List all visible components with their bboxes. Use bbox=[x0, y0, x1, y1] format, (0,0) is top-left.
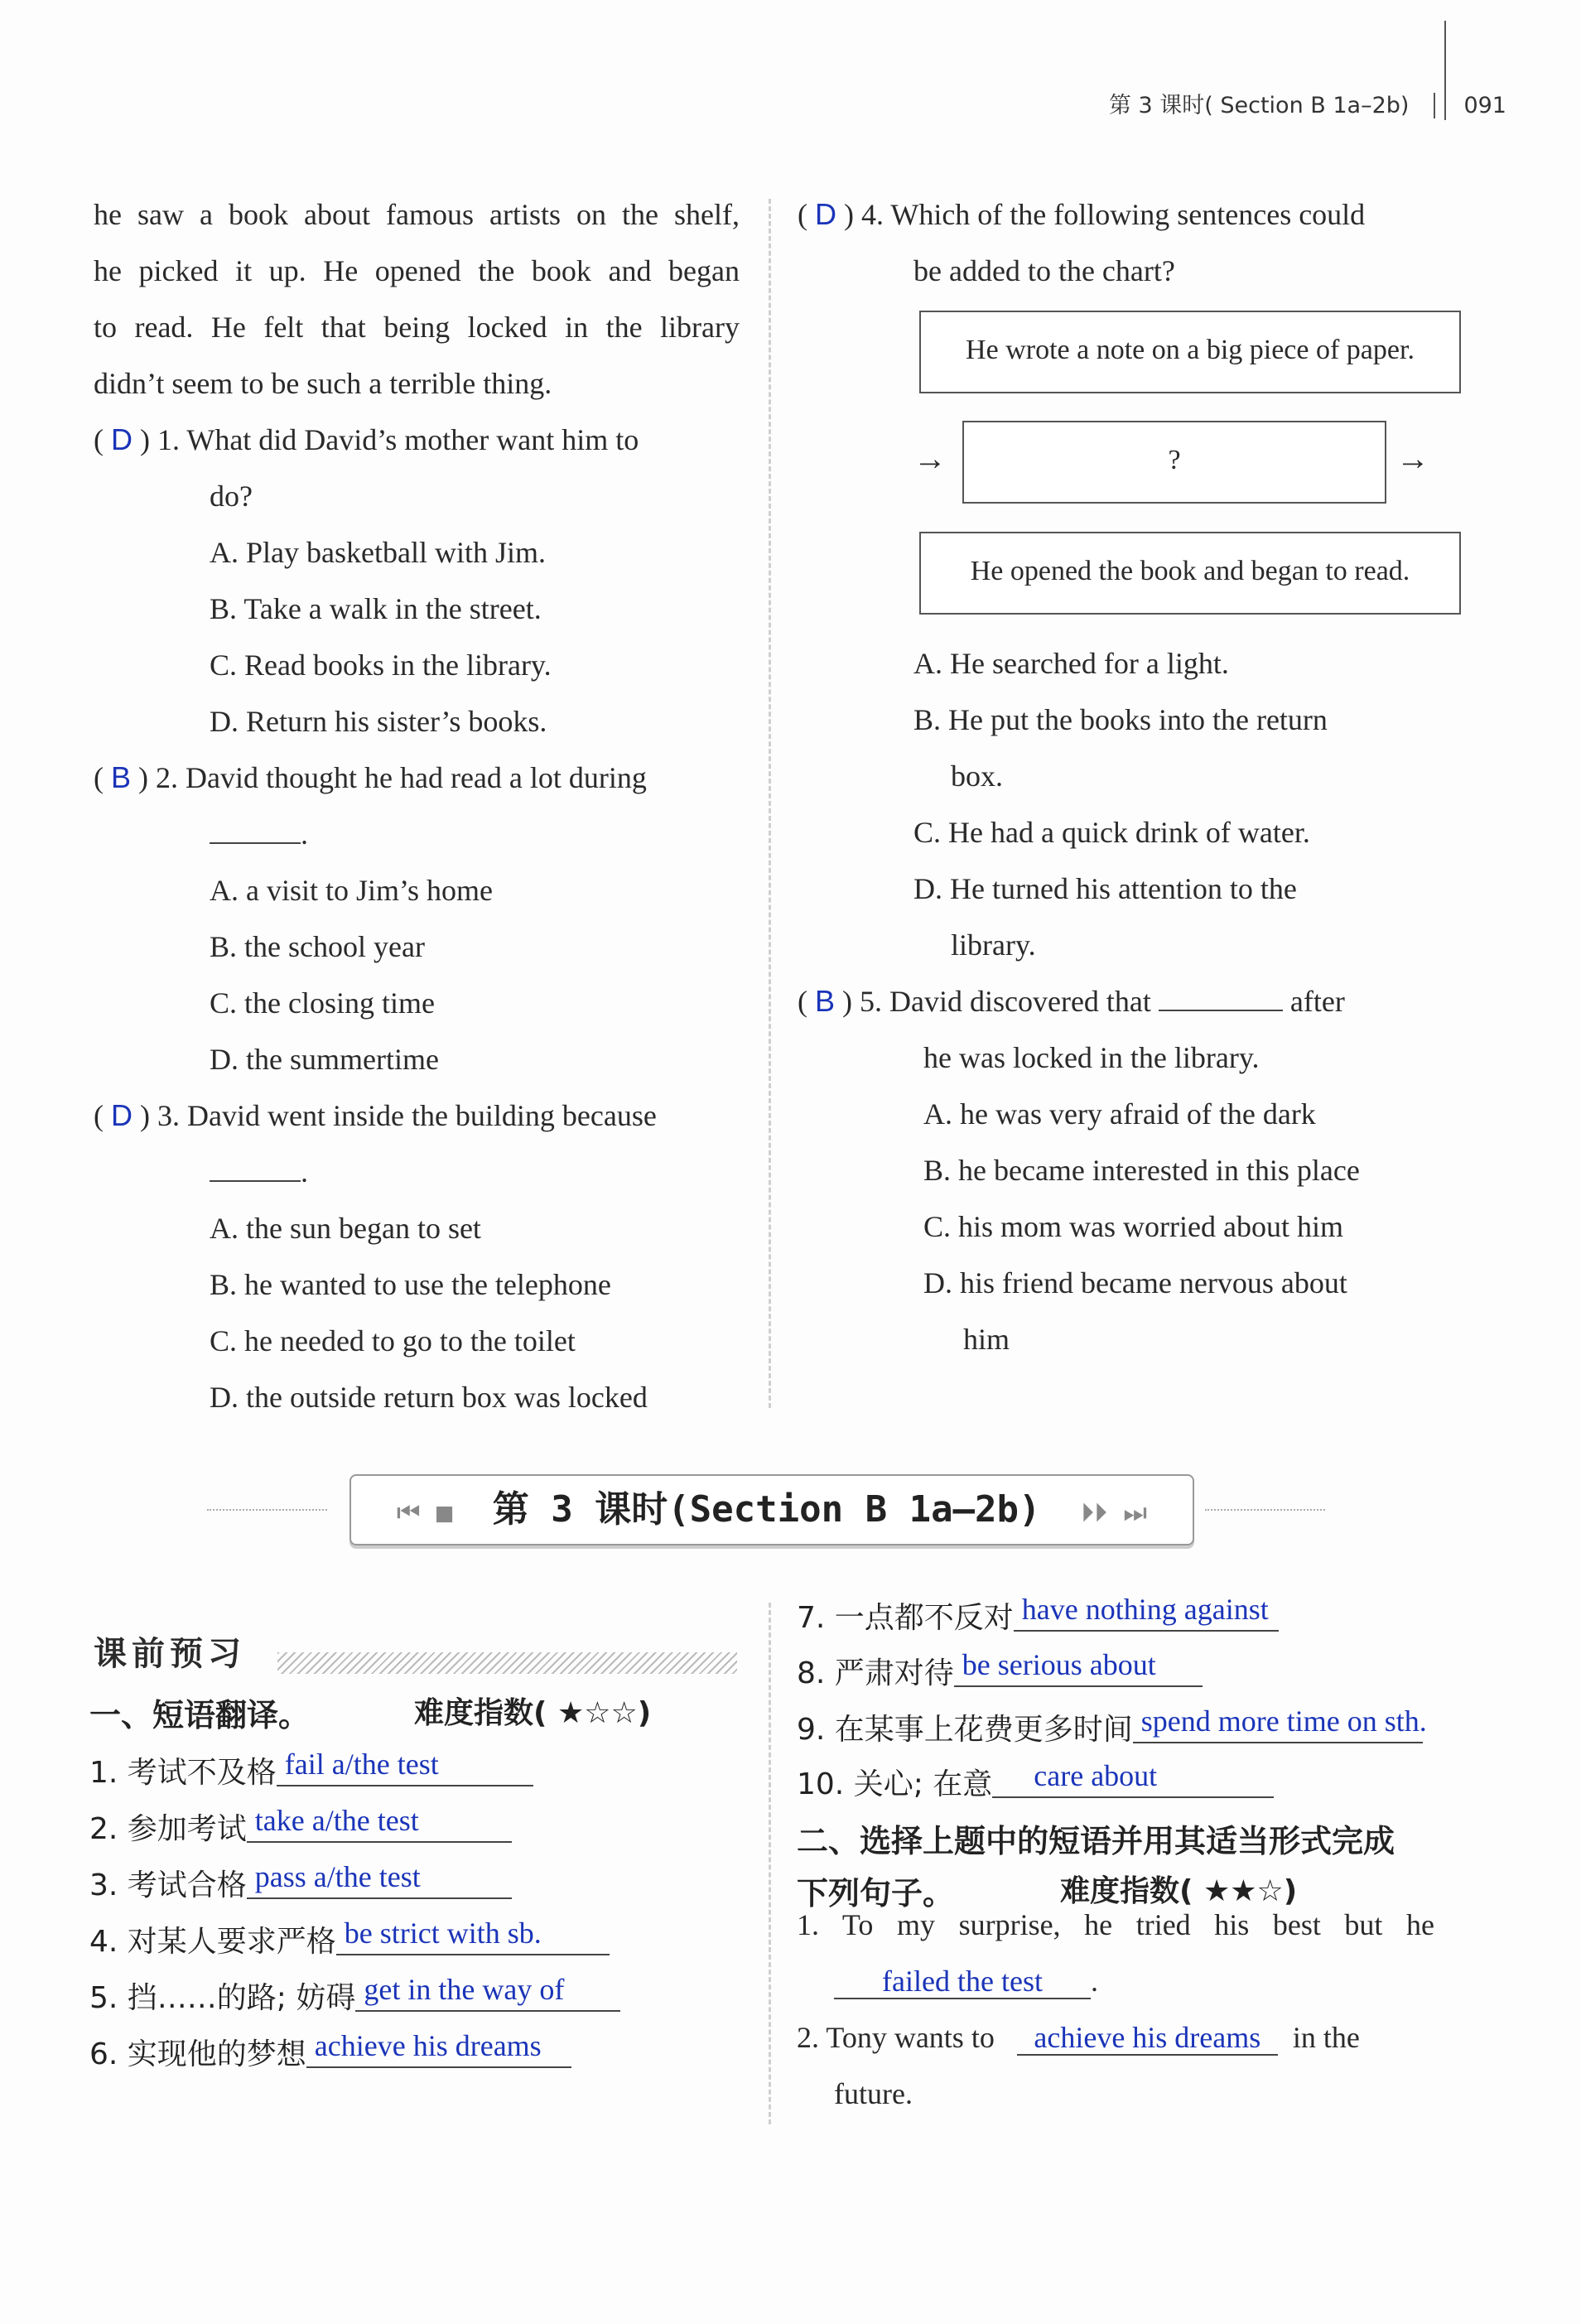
phrase-item: 3. 考试合格 pass a/the test bbox=[89, 1862, 512, 1907]
q3-blank-line bbox=[94, 1144, 740, 1200]
q4-option: C. He had a quick drink of water. bbox=[913, 816, 1310, 849]
q5-stem-after: after bbox=[1289, 985, 1345, 1018]
phrase-answer: take a/the test bbox=[247, 1803, 512, 1843]
q5-stem-cont: he was locked in the library. bbox=[923, 1041, 1260, 1074]
q1-stem-cont: do? bbox=[210, 480, 253, 513]
q3-option: C. he needed to go to the toilet bbox=[210, 1324, 576, 1357]
phrase-item: 8. 严肃对待 be serious about bbox=[797, 1650, 1203, 1695]
q4-option-cont: box. bbox=[951, 759, 1003, 793]
q2-stem: 2. David thought he had read a lot during bbox=[156, 761, 647, 794]
answer-q2: B bbox=[111, 760, 132, 794]
header-section: 第 3 课时( Section B 1a–2b) bbox=[1108, 93, 1410, 118]
phrase-item: 1. 考试不及格 fail a/the test bbox=[89, 1749, 533, 1795]
phrase-answer: have nothing against bbox=[1014, 1592, 1279, 1632]
next-icons: ⏵⏵ ⏭ bbox=[1081, 1497, 1148, 1528]
title-hatch bbox=[277, 1652, 737, 1674]
q4-option-cont: library. bbox=[951, 928, 1036, 962]
part2-sentences bbox=[797, 1897, 1434, 2122]
q5-option: C. his mom was worried about him bbox=[923, 1210, 1343, 1243]
q5-option-cont: him bbox=[963, 1323, 1010, 1356]
q2-option: B. the school year bbox=[210, 930, 425, 963]
answer-q5: B bbox=[815, 984, 836, 1018]
q5-option: B. he became interested in this place bbox=[923, 1154, 1360, 1187]
chart-box-1: He wrote a note on a big piece of paper. bbox=[919, 311, 1461, 393]
q2-stem-end: . bbox=[301, 817, 308, 851]
passage-line: didn’t seem to be such a terrible thing. bbox=[94, 367, 552, 400]
part2-title: 二、选择上题中的短语并用其适当形式完成 bbox=[797, 1823, 1395, 1859]
answer-q3: D bbox=[111, 1098, 133, 1132]
phrase-item: 6. 实现他的梦想 achieve his dreams bbox=[89, 2031, 571, 2076]
sentence-2: 2. Tony wants to achieve his dreams in the bbox=[797, 2021, 1360, 2054]
q1-option: C. Read books in the library. bbox=[210, 649, 552, 682]
phrase-item: 7. 一点都不反对 have nothing against bbox=[797, 1594, 1279, 1640]
page-number: 091 bbox=[1434, 93, 1506, 118]
q4-stem-cont: be added to the chart? bbox=[913, 254, 1175, 287]
phrase-answer: be serious about bbox=[954, 1647, 1203, 1687]
answer-blank bbox=[210, 1155, 301, 1182]
phrase-answer: get in the way of bbox=[355, 1972, 620, 2012]
part2-difficulty: 难度指数( ★★☆) bbox=[1060, 1874, 1298, 1908]
page-header bbox=[1109, 87, 1506, 119]
phrase-item: 2. 参加考试 take a/the test bbox=[89, 1806, 512, 1851]
chart-box-2: ? bbox=[962, 421, 1386, 504]
answer-q1: D bbox=[111, 422, 133, 456]
q4-option: D. He turned his attention to the bbox=[913, 872, 1297, 905]
q1-stem: 1. What did David’s mother want him to bbox=[157, 423, 639, 456]
question-2: ( B ) 2. David thought he had read a lot during bbox=[94, 760, 647, 794]
part1-title: 一、短语翻译。 bbox=[89, 1697, 311, 1733]
q2-option: C. the closing time bbox=[210, 986, 435, 1020]
section-banner bbox=[349, 1474, 1194, 1545]
answer-blank bbox=[1159, 985, 1283, 1011]
prev-icons: ⏮ ■ bbox=[396, 1497, 453, 1528]
phrase-answer: pass a/the test bbox=[247, 1859, 512, 1899]
column-divider bbox=[769, 1603, 771, 2124]
part2-title-cont: 下列句子。 bbox=[797, 1875, 955, 1912]
q3-option: A. the sun began to set bbox=[210, 1212, 481, 1245]
q3-option: B. he wanted to use the telephone bbox=[210, 1268, 611, 1301]
passage-line: to read. He felt that being locked in the library bbox=[94, 311, 740, 344]
question-3: ( D ) 3. David went inside the building because bbox=[94, 1098, 657, 1132]
answer-blank bbox=[210, 817, 301, 844]
passage-line: he picked it up. He opened the book and began bbox=[94, 254, 740, 287]
q3-stem: 3. David went inside the building because bbox=[157, 1099, 657, 1132]
phrase-answer: be strict with sb. bbox=[336, 1916, 610, 1955]
preview-title: 课前预习 bbox=[94, 1635, 246, 1673]
phrase-answer: spend more time on sth. bbox=[1133, 1704, 1423, 1743]
q4-option: B. He put the books into the return bbox=[913, 703, 1328, 736]
phrase-answer: care about bbox=[992, 1758, 1274, 1798]
q3-option: D. the outside return box was locked bbox=[210, 1381, 648, 1414]
q2-option: D. the summertime bbox=[210, 1043, 439, 1076]
q2-option: A. a visit to Jim’s home bbox=[210, 874, 493, 907]
phrase-item: 10. 关心; 在意 care about bbox=[797, 1761, 1274, 1806]
banner-title: 第 3 课时(Section B 1a–2b) bbox=[492, 1488, 1041, 1531]
passage-line: he saw a book about famous artists on the shelf, bbox=[94, 198, 740, 231]
arrow-icon: → bbox=[1396, 440, 1429, 477]
q4-option: A. He searched for a light. bbox=[913, 647, 1229, 680]
phrase-item: 4. 对某人要求严格 be strict with sb. bbox=[89, 1918, 610, 1964]
banner-line bbox=[207, 1509, 327, 1511]
left-column bbox=[94, 186, 740, 1425]
q5-option: A. he was very afraid of the dark bbox=[923, 1097, 1316, 1131]
question-1: ( D ) 1. What did David’s mother want him to bbox=[94, 422, 639, 456]
phrase-item: 5. 挡……的路; 妨碍 get in the way of bbox=[89, 1974, 620, 2020]
q4-stem: 4. Which of the following sentences could bbox=[861, 198, 1366, 231]
q5-option: D. his friend became nervous about bbox=[923, 1266, 1347, 1299]
banner-line bbox=[1205, 1509, 1325, 1511]
sentence-answer: achieve his dreams bbox=[1017, 2021, 1278, 2056]
sentence-2-cont: future. bbox=[834, 2077, 913, 2110]
sentence-1-answer-line: failed the test . bbox=[797, 1953, 1434, 2009]
arrow-icon: → bbox=[913, 440, 947, 477]
phrase-answer: fail a/the test bbox=[277, 1747, 533, 1786]
phrase-item: 9. 在某事上花费更多时间 spend more time on sth. bbox=[797, 1704, 1427, 1747]
sentence-1: 1. To my surprise, he tried his best but he bbox=[797, 1908, 1434, 1941]
q3-stem-end: . bbox=[301, 1155, 308, 1189]
q5-stem: 5. David discovered that bbox=[860, 985, 1151, 1018]
answer-q4: D bbox=[815, 197, 836, 231]
part1-difficulty: 难度指数( ★☆☆) bbox=[414, 1696, 652, 1730]
q2-blank-line bbox=[94, 806, 740, 862]
sentence-answer: failed the test bbox=[834, 1965, 1091, 1999]
q1-option: A. Play basketball with Jim. bbox=[210, 536, 546, 569]
phrase-answer: achieve his dreams bbox=[306, 2028, 571, 2068]
question-5: ( B ) 5. David discovered that after bbox=[798, 984, 1345, 1018]
question-4: ( D ) 4. Which of the following sentences could bbox=[798, 197, 1366, 231]
q1-option: D. Return his sister’s books. bbox=[210, 705, 547, 738]
chart-box-3: He opened the book and began to read. bbox=[919, 532, 1461, 615]
column-divider bbox=[769, 199, 771, 1408]
q1-option: B. Take a walk in the street. bbox=[210, 592, 542, 625]
